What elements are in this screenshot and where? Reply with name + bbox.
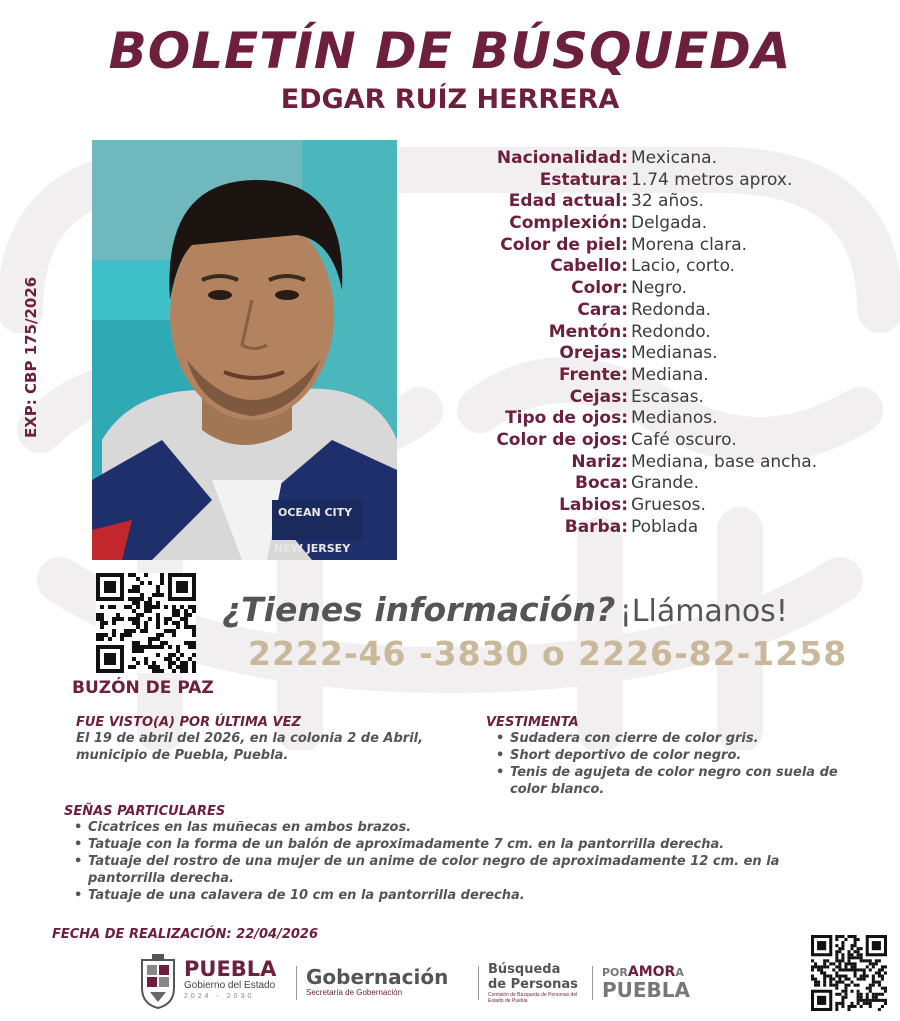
- clothing-list: [486, 730, 876, 798]
- marks-heading: SEÑAS PARTICULARES: [64, 804, 226, 819]
- attribute-value: Medianos.: [631, 408, 718, 429]
- attribute-value: Negro.: [631, 278, 688, 299]
- attribute-label: Mentón:: [548, 321, 628, 342]
- last-seen-text: El 19 de abril del 2026, en la colonia 2 de Abril, municipio de Puebla, Puebla.: [76, 731, 424, 763]
- busqueda-line-1: Búsqueda: [488, 962, 561, 977]
- clothing-item: • Sudadera con cierre de color gris.: [486, 730, 876, 747]
- attribute-value: Escasas.: [631, 386, 704, 407]
- gobernacion-logo: [306, 966, 448, 998]
- busqueda-logo: [488, 962, 588, 1004]
- attribute-value: 1.74 metros aprox.: [631, 169, 793, 190]
- attribute-row: [430, 408, 890, 430]
- marks-list: [64, 819, 854, 904]
- attribute-row: [430, 343, 890, 365]
- last-seen-heading: FUE VISTO(A) POR ÚLTIMA VEZ: [76, 715, 301, 730]
- attribute-value: Lacio, corto.: [631, 256, 736, 277]
- gobernacion-wordmark: Gobernación: [306, 965, 449, 989]
- attribute-row: [430, 300, 890, 322]
- footer-qr-code[interactable]: [811, 935, 887, 1011]
- attribute-row: [430, 235, 890, 257]
- attribute-row: [430, 148, 890, 170]
- mark-item: • Tatuaje con la forma de un balón de aproximadamente 7 cm. en la pantorrilla derecha.: [64, 836, 854, 853]
- attribute-value: Mexicana.: [631, 148, 717, 168]
- attribute-label: Color de piel:: [500, 234, 628, 255]
- attribute-label: Boca:: [575, 473, 628, 494]
- phone-numbers[interactable]: 2222-46 -3830 o 2226-82-1258: [248, 634, 848, 673]
- attribute-label: Cejas:: [569, 386, 628, 407]
- attribute-row: [430, 517, 890, 539]
- question-text: ¿Tienes información?: [222, 590, 616, 629]
- attribute-value: Café oscuro.: [631, 429, 737, 450]
- coat-of-arms-icon: [138, 954, 178, 1010]
- attribute-row: [430, 278, 890, 300]
- call-text: ¡Llámanos!: [619, 594, 788, 629]
- attribute-label: Labios:: [559, 495, 628, 515]
- divider: [296, 966, 297, 1000]
- buzon-de-paz-label: BUZÓN DE PAZ: [72, 678, 214, 698]
- mark-item: • Cicatrices en las muñecas en ambos brazos.: [64, 819, 854, 836]
- attribute-row: [430, 170, 890, 192]
- attribute-row: [430, 213, 890, 235]
- attribute-label: Color de ojos:: [496, 429, 628, 450]
- busqueda-line-2: de Personas: [488, 977, 578, 992]
- jacket-text-top: OCEAN CITY: [278, 506, 353, 519]
- attribute-value: Poblada: [631, 516, 699, 537]
- por-amor-a-puebla-logo: [602, 966, 690, 1001]
- attribute-row: [430, 365, 890, 387]
- bulletin-title: BOLETÍN DE BÚSQUEDA: [108, 22, 792, 80]
- comision-label: Comisión de Búsqueda de Personas del Estado de Puebla: [488, 992, 578, 1004]
- attribute-value: Redondo.: [631, 321, 711, 342]
- attribute-value: Mediana, base ancha.: [631, 451, 818, 472]
- clothing-item: • Short deportivo de color negro.: [486, 747, 876, 764]
- creation-date: FECHA DE REALIZACIÓN: 22/04/2026: [52, 927, 319, 942]
- attribute-value: Grande.: [631, 473, 700, 494]
- attribute-label: Complexión:: [509, 213, 628, 234]
- person-photo: [92, 140, 397, 560]
- puebla-wordmark: PUEBLA: [184, 957, 277, 981]
- attribute-row: [430, 452, 890, 474]
- attribute-value: Morena clara.: [631, 234, 748, 255]
- attribute-value: 32 años.: [631, 191, 704, 212]
- puebla-slogan-wordmark: PUEBLA: [602, 978, 691, 1002]
- clothing-section: [486, 715, 876, 798]
- amor-text: AMOR: [627, 964, 676, 980]
- attribute-label: Frente:: [559, 364, 628, 385]
- attribute-label: Edad actual:: [508, 191, 628, 212]
- buzon-qr-code[interactable]: [96, 573, 196, 673]
- attribute-label: Tipo de ojos:: [505, 408, 628, 429]
- attribute-row: [430, 473, 890, 495]
- attribute-row: [430, 256, 890, 278]
- clothing-item: • Tenis de agujeta de color negro con suela de color blanco.: [486, 764, 876, 798]
- secretaria-label: Secretaría de Gobernación: [306, 988, 403, 997]
- attribute-label: Estatura:: [539, 169, 628, 190]
- attribute-value: Mediana.: [631, 364, 709, 385]
- mark-item: • Tatuaje de una calavera de 10 cm en la pantorrilla derecha.: [64, 887, 854, 904]
- missing-person-name: EDGAR RUÍZ HERRERA: [280, 84, 620, 115]
- attribute-label: Nariz:: [571, 451, 628, 472]
- physical-description: [430, 148, 890, 538]
- jacket-text-bottom: NEW JERSEY: [274, 542, 351, 555]
- attribute-label: Cabello:: [550, 256, 628, 277]
- last-seen-section: [76, 715, 456, 764]
- attribute-value: Redonda.: [631, 299, 712, 320]
- attribute-row: [430, 495, 890, 517]
- attribute-row: [430, 387, 890, 409]
- divider: [592, 966, 593, 1000]
- attribute-label: Cara:: [577, 299, 628, 320]
- puebla-logo: [184, 958, 276, 1002]
- por-text: POR: [602, 966, 628, 979]
- divider: [478, 966, 479, 1000]
- attribute-label: Nacionalidad:: [496, 148, 628, 168]
- case-number: EXP: CBP 175/2026: [22, 276, 40, 438]
- attribute-row: [430, 322, 890, 344]
- a-text: A: [675, 966, 684, 979]
- period-label: 2024 - 2030: [184, 993, 255, 1000]
- distinguishing-marks-section: [64, 804, 854, 904]
- footer-logos: [138, 952, 698, 1012]
- attribute-row: [430, 430, 890, 452]
- clothing-heading: VESTIMENTA: [486, 715, 579, 730]
- attribute-label: Barba:: [564, 516, 628, 537]
- contact-question: [222, 590, 892, 629]
- attribute-label: Orejas:: [559, 343, 628, 364]
- gobierno-label: Gobierno del Estado: [184, 980, 276, 991]
- attribute-value: Medianas.: [631, 343, 718, 364]
- attribute-label: Color:: [571, 278, 628, 299]
- attribute-value: Delgada.: [631, 213, 708, 234]
- attribute-value: Gruesos.: [631, 495, 706, 515]
- attribute-row: [430, 191, 890, 213]
- mark-item: • Tatuaje del rostro de una mujer de un anime de color negro de aproximadamente 12 cm. en la pantorrilla derecha.: [64, 853, 854, 887]
